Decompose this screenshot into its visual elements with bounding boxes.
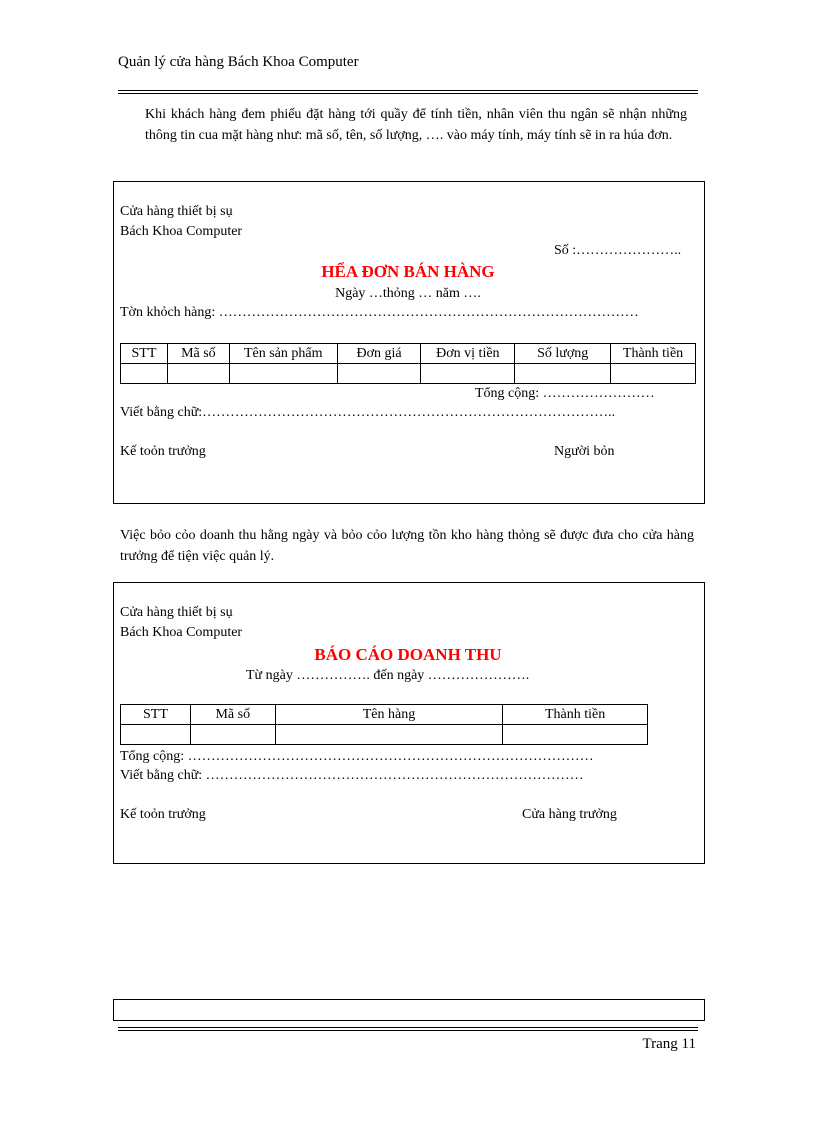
page-header-title: Quản lý cửa hàng Bách Khoa Computer [118, 54, 359, 70]
report-title: BÁO CÁO DOANH THU [314, 645, 502, 664]
report-signer-left: Kế toỏn trưởng [120, 807, 206, 822]
report-table-row [121, 725, 648, 745]
report-words-line: Viết bằng chữ: ……………………………………………………………………… [120, 768, 584, 783]
invoice-words-line: Viết bằng chữ:…………………………………………………………………………….. [120, 405, 616, 420]
invoice-total-line: Tổng cộng: …………………… [475, 386, 655, 401]
invoice-table-row [121, 364, 696, 384]
report-col-header: Mã số [190, 705, 275, 725]
report-shop-line1: Cửa hàng thiết bị sụ [120, 605, 233, 620]
report-date-range: Từ ngày ……………. đến ngày …………………. [246, 668, 530, 683]
footer-box [113, 999, 705, 1021]
invoice-col-header: Đơn vị tiền [421, 344, 515, 364]
invoice-shop-line2: Bách Khoa Computer [120, 224, 243, 239]
footer-rule [118, 1027, 698, 1031]
report-table [120, 704, 648, 745]
intro-paragraph: Khi khách hàng đem phiếu đặt hàng tới quầy để tính tiền, nhân viên thu ngân sẽ nhận những thông tin cua mặt hàng như: mã số, tên, số lượng, …. vào máy tính, máy tính sẽ in ra húa đơn. [145, 107, 687, 143]
invoice-number: Số :………………….. [554, 243, 682, 258]
invoice-table [120, 343, 696, 384]
report-total-line: Tổng cộng: …………………………………………………………………………… [120, 749, 594, 764]
invoice-col-header: Tên sản phẩm [229, 344, 337, 364]
invoice-col-header: Mã số [167, 344, 229, 364]
report-table-header [121, 705, 648, 725]
invoice-signer-left: Kế toỏn trưởng [120, 444, 206, 459]
report-col-header: Tên hàng [275, 705, 503, 725]
page-number: Trang 11 [642, 1036, 696, 1052]
report-col-header: STT [121, 705, 191, 725]
invoice-col-header: Số lượng [515, 344, 611, 364]
invoice-customer-line: Tờn khỏch hàng: ……………………………………………………………………………… [120, 305, 639, 320]
invoice-col-header: Thành tiền [611, 344, 696, 364]
invoice-signer-right: Người bỏn [554, 444, 615, 459]
report-signer-right: Cửa hàng trưởng [522, 807, 617, 822]
report-shop-line2: Bách Khoa Computer [120, 625, 243, 640]
header-rule [118, 90, 698, 94]
report-col-header: Thành tiền [503, 705, 648, 725]
invoice-col-header: STT [121, 344, 168, 364]
invoice-shop-line1: Cửa hàng thiết bị sụ [120, 204, 233, 219]
transition-paragraph: Việc bỏo cỏo doanh thu hằng ngày và bỏo cỏo lượng tồn kho hàng thỏng sẽ được đưa cho cửa hàng trưởng để tiện việc quản lý. [120, 528, 694, 564]
invoice-date-line: Ngày …thỏng … năm …. [335, 286, 481, 301]
invoice-table-header [121, 344, 696, 364]
invoice-title: HỂA ĐƠN BÁN HÀNG [321, 262, 495, 281]
invoice-col-header: Đơn giá [337, 344, 421, 364]
